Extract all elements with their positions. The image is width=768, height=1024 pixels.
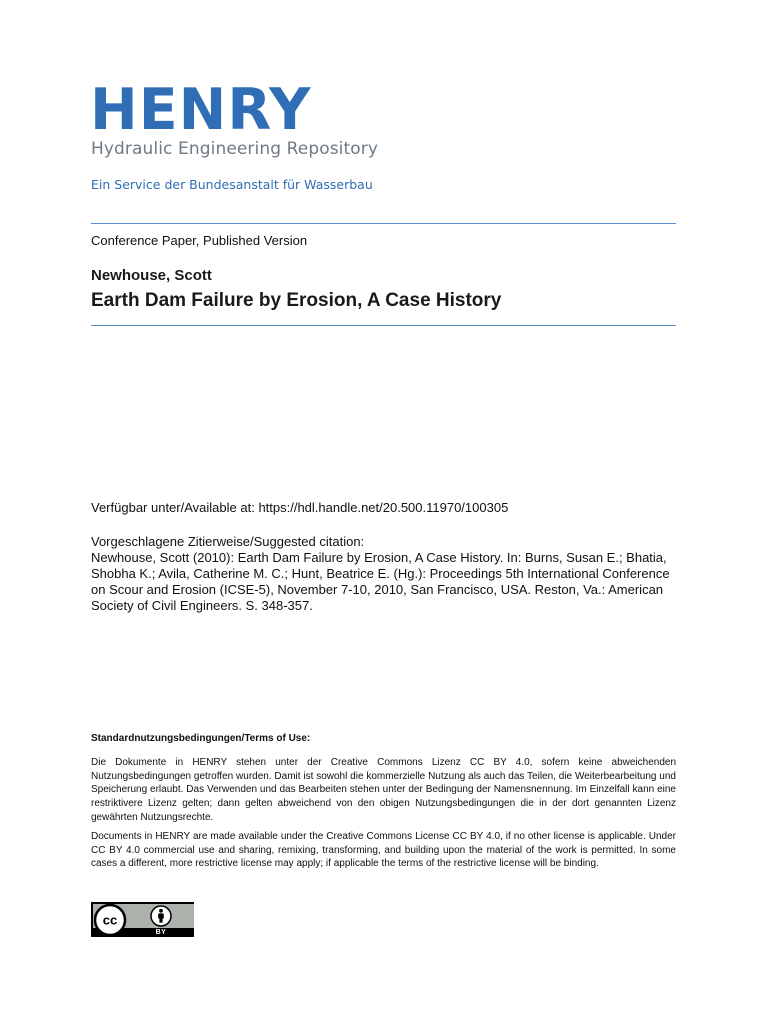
citation-label: Vorgeschlagene Zitierweise/Suggested citation: (91, 534, 365, 549)
by-label: BY (155, 929, 167, 936)
henry-logo-wordmark: HENRY (90, 77, 312, 143)
document-title: Earth Dam Failure by Erosion, A Case History (91, 290, 502, 311)
terms-german-paragraph: Die Dokumente in HENRY stehen unter der Creative Commons Lizenz CC BY 4.0, sofern keine abweichenden Nutzungsbedingungen getroffen wurden. Damit ist sowohl die kommerzielle Nutzung als auch das Teilen, die Weiterbearbeitung und Speicherung erlaubt. Das Verwenden und das Bearbeiten stehen unter der Bedingung der Namensnennung. Im Einzelfall kann eine restriktivere Lizenz gelten; dann gelten abweichend von den obigen Nutzungsbedingungen die in der dort genannten Lizenz gewährten Nutzungsrechte. (91, 757, 676, 823)
terms-english-paragraph: Documents in HENRY are made available under the Creative Commons License CC BY 4.0, if no other license is applicable. Under CC BY 4.0 commercial use and sharing, remixing, transforming, and building upon the material of the work is permitted. In some cases a different, more restrictive license may apply; if applicable the terms of the restrictive license will be binding. (91, 831, 676, 870)
citation-text: Newhouse, Scott (2010): Earth Dam Failure by Erosion, A Case History. In: Burns, Susan E.; Bhatia, Shobha K.; Avila, Catherine M. C.; Hunt, Beatrice E. (Hg.): Proceedings 5th International Conference on Scour and Erosion (ICSE-5), November 7-10, 2010, San Francisco, USA. Reston, Va.: American Society of Civil Engineers. S. 348-357. (91, 550, 670, 613)
cc-by-license-badge[interactable] (91, 902, 194, 937)
cc-icon-text: cc (102, 912, 118, 928)
document-author: Newhouse, Scott (91, 267, 212, 284)
availability-prefix: Verfügbar unter/Available at: (91, 500, 259, 515)
header-divider (91, 223, 676, 224)
service-line: Ein Service der Bundesanstalt für Wasserbau (91, 177, 373, 192)
document-type: Conference Paper, Published Version (91, 233, 308, 248)
availability-line (91, 499, 508, 517)
title-divider (91, 325, 676, 326)
attribution-person-icon (150, 905, 172, 927)
handle-link[interactable]: https://hdl.handle.net/20.500.11970/100305 (258, 500, 509, 515)
terms-heading: Standardnutzungsbedingungen/Terms of Use: (91, 733, 311, 744)
cc-license-icon (93, 903, 127, 937)
logo-subtitle: Hydraulic Engineering Repository (91, 139, 379, 159)
